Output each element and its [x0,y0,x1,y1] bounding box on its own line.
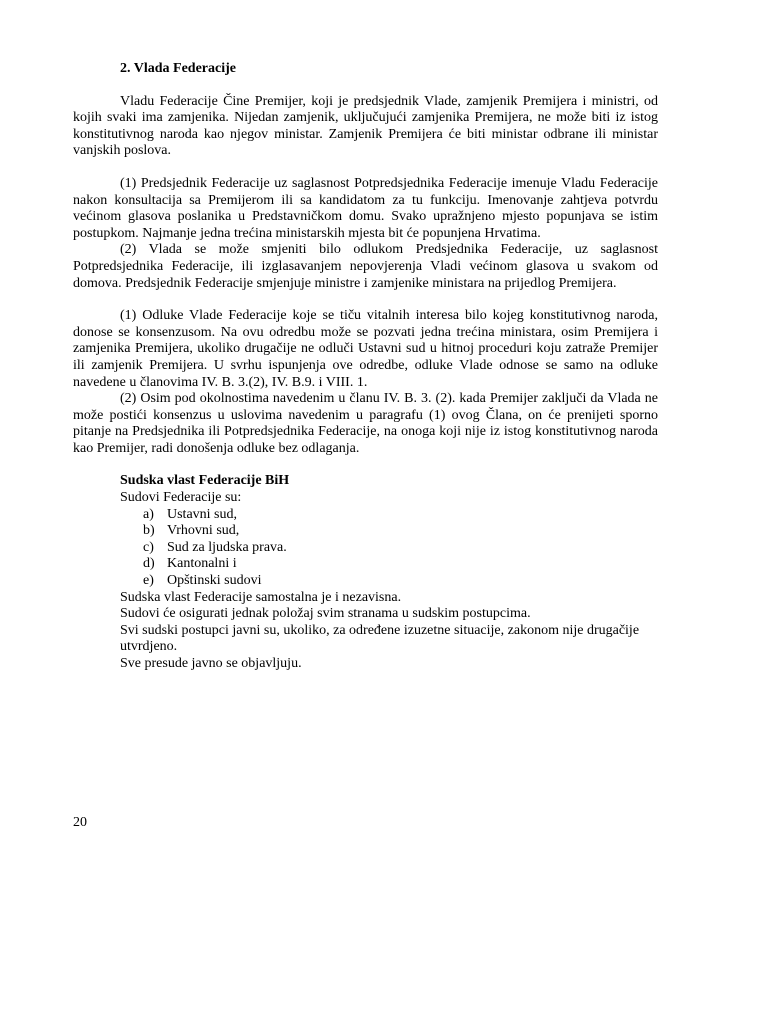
courts-list [73,507,658,590]
closing-line: Svi sudski postupci javni su, ukoliko, za određene izuzetne situacije, zakonom nije drugačije utvrdjeno. [120,622,640,655]
list-marker: c) [143,539,154,555]
court-name: Opštinski sudovi [167,573,262,589]
intro-paragraph: Vladu Federacije Čine Premijer, koji je predsjednik Vlade, zamjenik Premijera i ministri, od kojih svaki ima zamjenika. Nijedan zamjenik, uključujući zamjenika Premijera, ne može biti iz istog konstitutivnog naroda kao njegov ministar. Zamjenik Premijera će biti ministar odbrane ili ministar vanjskih poslova. [73,93,658,159]
page-number: 20 [73,815,87,830]
appointment-paragraph-2: (2) Vlada se može smjeniti bilo odlukom Predsjednika Federacije, uz saglasnost Potpredsjednika Federacije, ili izglasavanjem nepovjerenja Vladi većinom glasova u svakom od domova. Predsjednik Federacije smjenjuje ministre i zamjenike ministara na prijedlog Premijera. [73,242,658,291]
court-name: Sud za ljudska prava. [167,539,287,555]
list-item [143,507,658,524]
court-name: Vrhovni sud, [167,523,240,539]
closing-line: Sudska vlast Federacije samostalna je i nezavisna. [120,589,402,605]
courts-intro: Sudovi Federacije su: [120,490,242,506]
court-name: Kantonalni i [167,556,237,572]
list-marker: e) [143,573,154,589]
list-marker: a) [143,506,154,522]
court-name: Ustavni sud, [167,506,237,522]
appointment-paragraph-1: (1) Predsjednik Federacije uz saglasnost Potpredsjednika Federacije imenuje Vladu Federacije nakon konsultacija sa Premijerom ili sa kandidatom za tu funkciju. Imenovanje zahtjeva potvrdu većinom glasova poslanika u Predstavničkom domu. Svako upražnjeno mjesto popunjava se istim postupkom. Najmanje jedna trećina ministarskih mjesta bit će popunjena Hrvatima. [73,175,658,241]
text-column [73,61,658,673]
decisions-paragraph-1: (1) Odluke Vlade Federacije koje se tiču vitalnih interesa bilo kojeg konstitutivnog naroda, donose se konsenzusom. Na ovu odredbu može se pozvati jedna trećina ministara, osim Premijera i zamjenika Premijera, ukoliko drugačije ne odluči Ustavni sud u hitnoj proceduri koju zatraže Premijer ili zamjenik Premijera. U svrhu ispunjenja ove odredbe, odluke Vlade odnose se samo na odluke navedene u članovima IV. B. 3.(2), IV. B.9. i VIII. 1. [73,308,658,390]
list-marker: b) [143,523,155,539]
closing-line: Sudovi će osigurati jednak položaj svim stranama u sudskim postupcima. [120,606,531,622]
list-item [143,556,658,573]
list-item [143,540,658,557]
closing-line: Sve presude javno se objavljuju. [120,656,302,671]
closing-block [120,590,658,673]
list-marker: d) [143,556,155,572]
section-heading: 2. Vlada Federacije [120,61,236,76]
judiciary-heading: Sudska vlast Federacije BiH [120,473,290,489]
list-item [143,523,658,540]
decisions-paragraph-2: (2) Osim pod okolnostima navedenim u članu IV. B. 3. (2). kada Premijer zaključi da Vlada ne može postići konsenzus u uslovima navedenim u paragrafu (1) ovog Člana, on će prenijeti sporno pitanje na Predsjednika ili Potpredsjednika Federacije, na onoga koji nije iz istog konstitutivnog naroda kao Premijer, radi donošenja odluke bez odlaganja. [73,391,658,456]
list-item [143,573,658,590]
